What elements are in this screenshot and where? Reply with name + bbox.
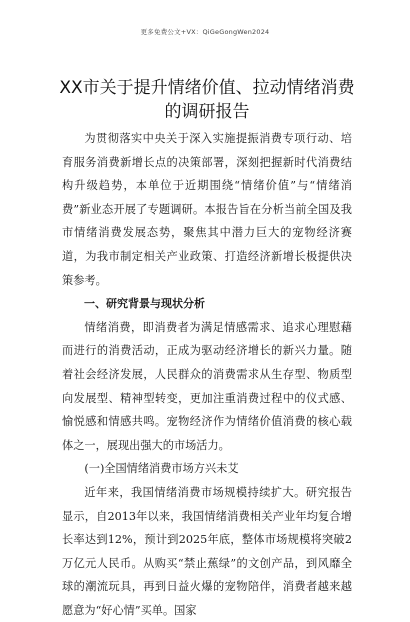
document-title: XX市关于提升情绪价值、拉动情绪消费的调研报告 bbox=[59, 78, 355, 122]
subsection-heading: (一)全国情绪消费市场方兴未艾 bbox=[84, 462, 239, 476]
document-body bbox=[62, 127, 352, 622]
section-paragraph: 情绪消费，即消费者为满足情感需求、追求心理慰藉而进行的消费活动，正成为驱动经济增长的新兴力量。随着社会经济发展，人民群众的消费需求从生存型、物质型向发展型、精神型转变，更加注重消费过程中的仪式感、愉悦感和情感共鸣。宠物经济作为情绪价值消费的核心载体之一，展现出强大的市场活力。 bbox=[62, 320, 352, 452]
section-heading: 一、研究背景与现状分析 bbox=[84, 297, 205, 311]
header-note: 更多免费公文+VX：QiGeGongWen2024 bbox=[140, 28, 270, 36]
subsection-paragraph: 近年来，我国情绪消费市场规模持续扩大。研究报告显示，自2013年以来，我国情绪消费相关产业年均复合增长率达到12%，预计到2025年底，整体市场规模将突破2万亿元人民币。从购买“禁止蕉绿”的文创产品，到风靡全球的潮流玩具，再到日益火爆的宠物陪伴，消费者越来越愿意为“好心情”买单。国家 bbox=[62, 485, 352, 617]
intro-paragraph: 为贯彻落实中央关于深入实施提振消费专项行动、培育服务消费新增长点的决策部署，深刻把握新时代消费结构升级趋势，本单位于近期围绕“情绪价值”与“情绪消费”新业态开展了专题调研。本报告旨在分析当前全国及我市情绪消费发展态势，聚焦其中潜力巨大的宠物经济赛道，为我市制定相关产业政策、打造经济新增长极提供决策参考。 bbox=[62, 132, 352, 287]
